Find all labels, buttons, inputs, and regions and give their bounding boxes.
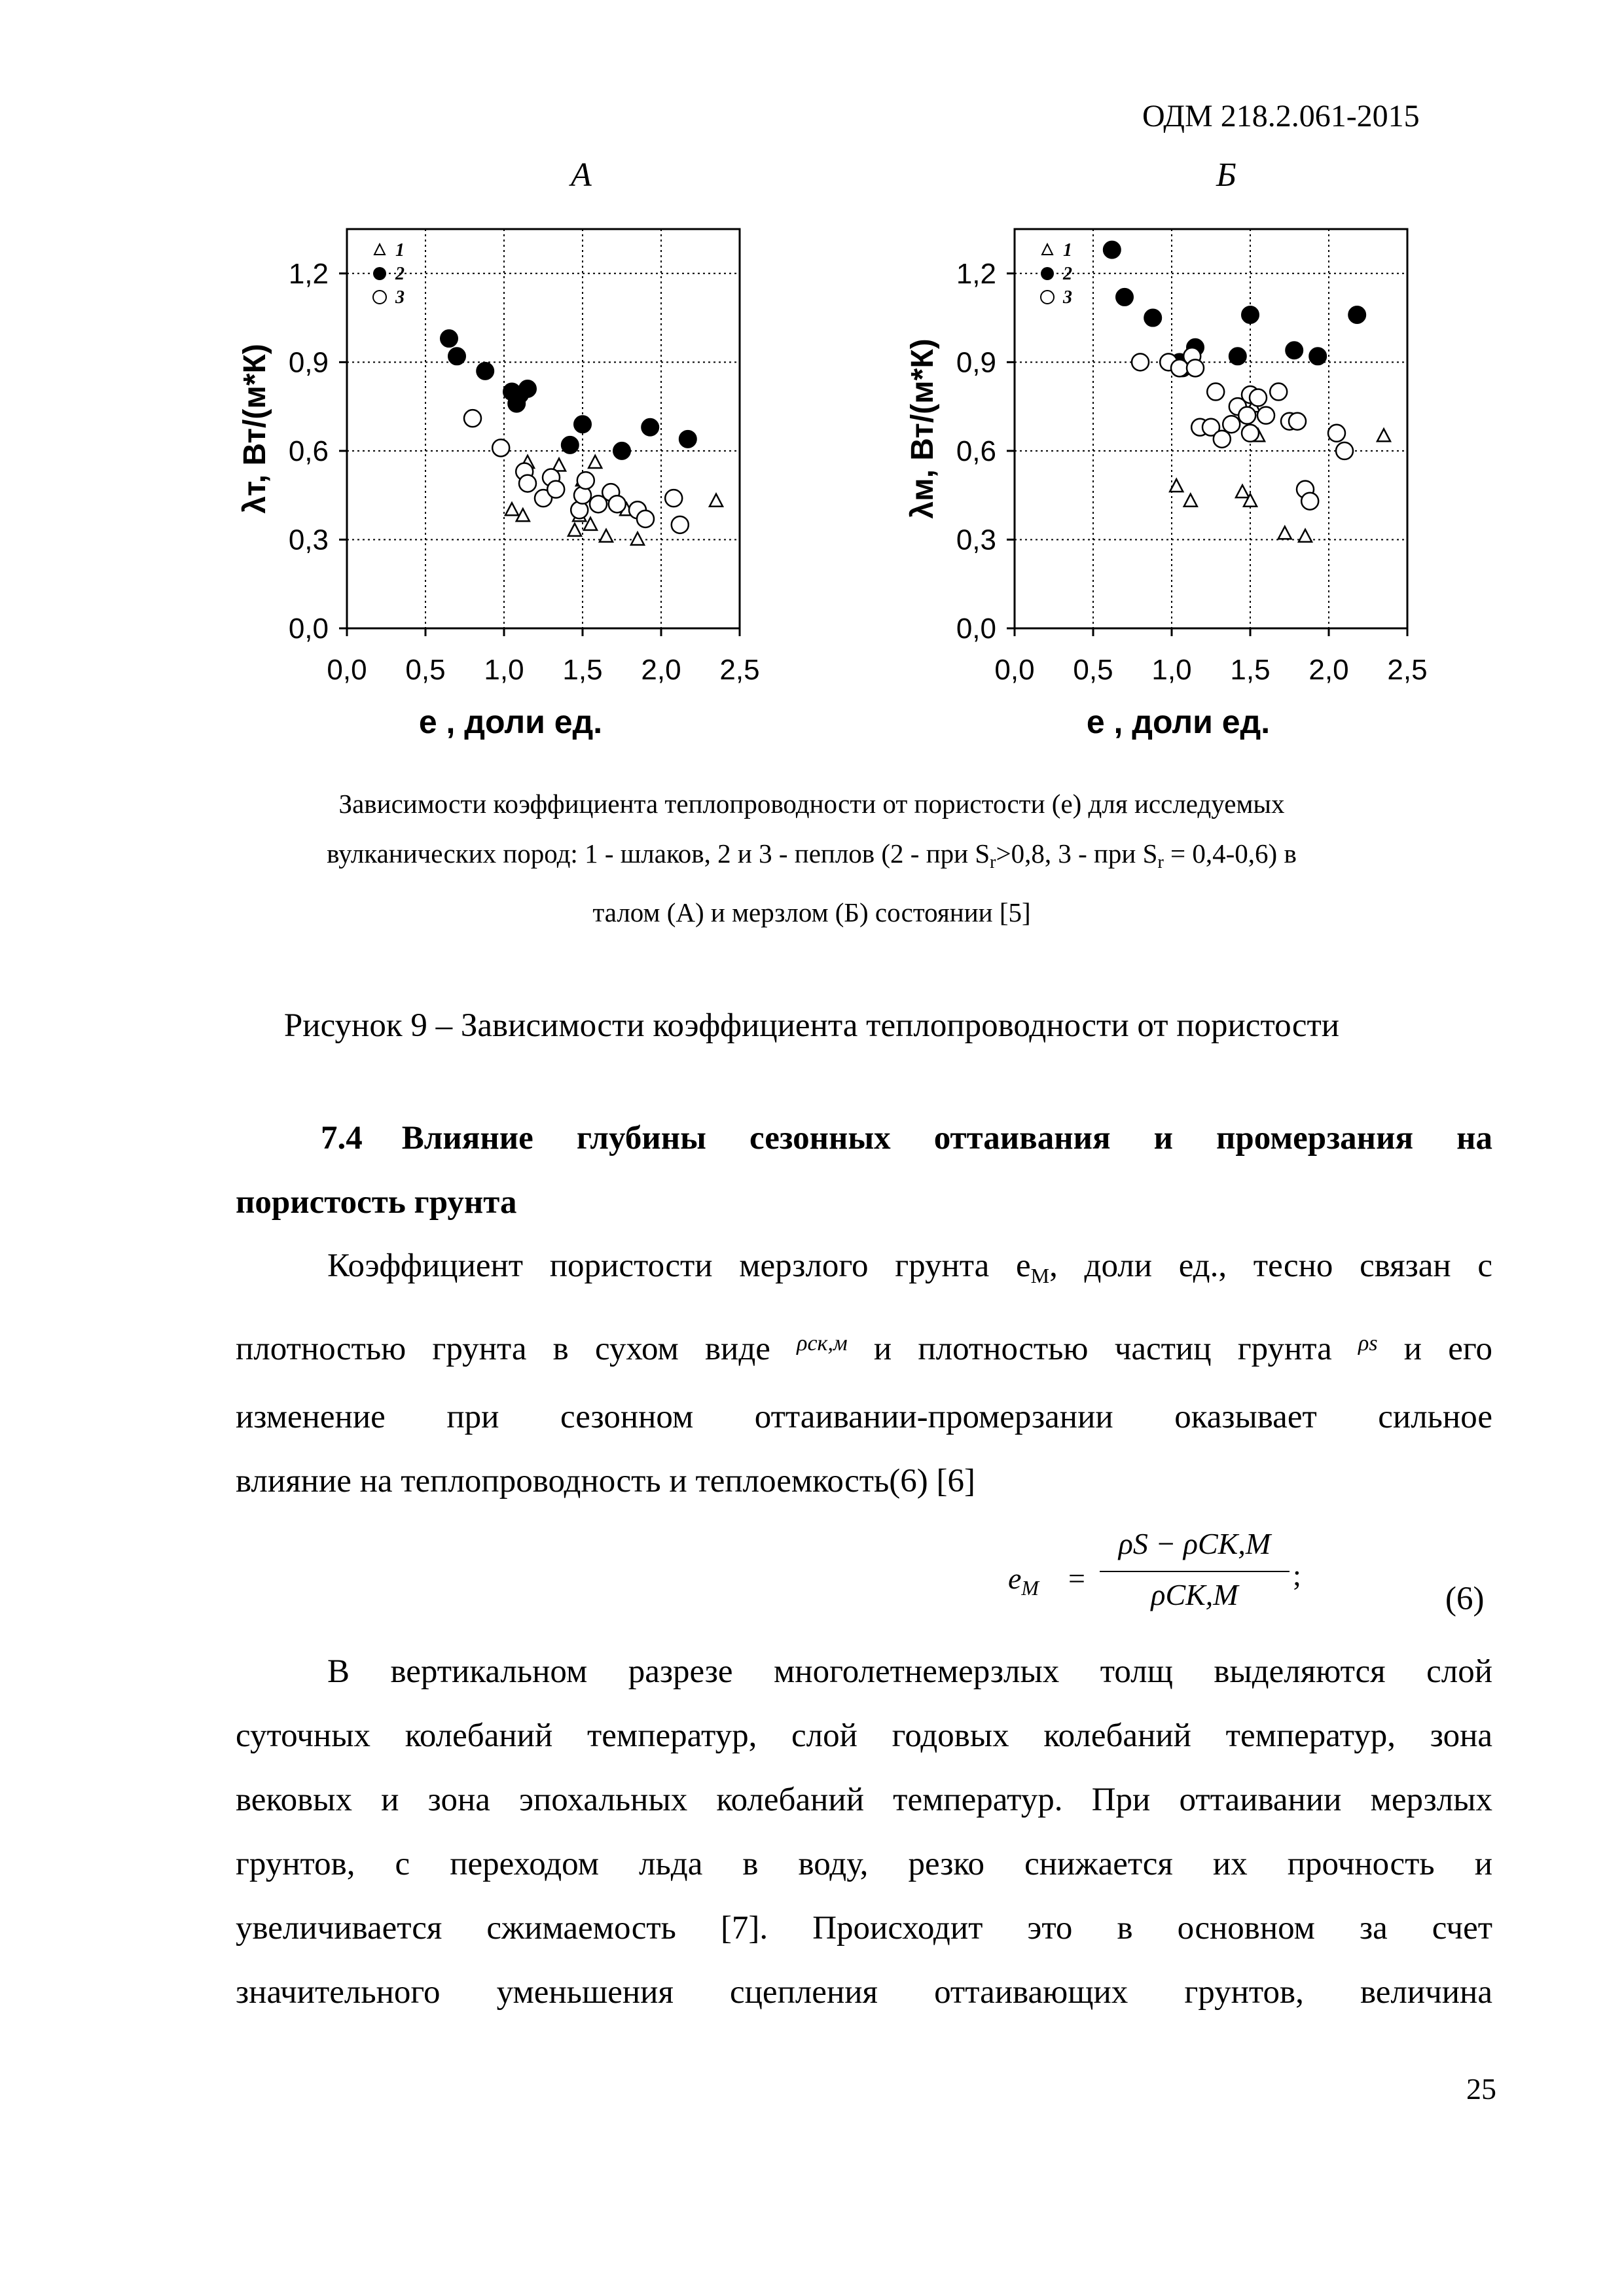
chart-a-point-series-3 [672,516,689,533]
chart-b-x-tick-label: 2,5 [1387,654,1428,686]
chart-b-svg [890,216,1532,753]
chart-b-point-series-2 [1104,242,1121,259]
chart-b-point-series-3 [1289,413,1306,430]
paragraph-line [236,1308,1492,1385]
chart-b-point-series-2 [1144,310,1161,327]
chart-b-legend-label: 1 [1063,240,1072,260]
chart-b-point-series-2 [1116,289,1133,306]
page-number: 25 [1466,2072,1496,2106]
chart-a-point-series-3 [547,481,564,498]
chart-a-plot-frame [347,229,740,628]
chart-a-point-series-2 [679,431,696,448]
panel-label-a: А [571,156,592,194]
chart-b-y-tick-label: 0,9 [956,346,996,379]
chart-b-point-series-1 [1299,529,1312,542]
chart-b-point-series-2 [1242,306,1259,323]
paragraph-line: вековых и зона эпохальных колебаний температур. При оттаивании мерзлых [236,1782,1492,1818]
chart-a-x-tick-label: 1,0 [484,654,524,686]
chart-a-legend-marker [373,291,386,304]
section-title-line-1: Влияние глубины сезонных оттаивания и промерзания на [401,1120,1492,1157]
chart-a-point-series-1 [505,503,518,515]
chart-a-y-tick-label: 1,2 [288,257,329,290]
chart-a-point-series-2 [448,348,465,365]
paragraph-line: суточных колебаний температур, слой годовых колебаний температур, зона [236,1717,1492,1754]
chart-a-y-axis-label: λт, Вт/(м*К) [238,344,272,514]
section-title-line-2: пористость грунта [236,1184,517,1221]
section-heading-line-1 [236,1106,1492,1170]
chart-b-x-tick-label: 1,5 [1230,654,1271,686]
chart-a-point-series-2 [574,416,591,433]
chart-b-point-series-3 [1336,442,1353,459]
paragraph-line: значительного уменьшения сцепления оттаивающих грунтов, величина [236,1974,1492,2011]
chart-b-y-tick-label: 0,0 [956,613,996,645]
chart-a [223,216,864,756]
chart-a-point-series-3 [492,439,509,456]
chart-b-point-series-3 [1301,493,1318,510]
chart-a-point-series-2 [562,437,579,454]
chart-b-legend-label: 2 [1063,264,1072,284]
chart-b-y-axis-label: λм, Вт/(м*К) [905,338,940,519]
chart-b-point-series-3 [1328,425,1345,442]
chart-b-point-series-1 [1236,485,1249,497]
chart-b-legend-marker [1041,291,1054,304]
caption-line-3: талом (А) и мерзлом (Б) состоянии [5] [592,897,1031,927]
chart-a-y-tick-label: 0,9 [288,346,329,379]
chart-b-y-tick-label: 1,2 [956,257,996,290]
figure-title: Рисунок 9 – Зависимости коэффициента теплопроводности от пористости [283,1007,1340,1044]
formula-lhs-var: e [1008,1562,1022,1595]
chart-b-x-axis-label: e , доли ед. [1086,704,1271,740]
chart-a-point-series-2 [613,442,630,459]
chart-a-point-series-3 [464,410,481,427]
chart-b-point-series-2 [1348,306,1365,323]
chart-a-svg [223,216,864,753]
chart-a-x-tick-label: 2,5 [719,654,760,686]
chart-a-point-series-2 [519,380,536,397]
formula-6 [1008,1525,1309,1623]
text-part: и плотностью частиц грунта [873,1331,1332,1367]
chart-a-point-series-2 [477,363,494,380]
chart-a-point-series-1 [631,532,644,545]
formula-denominator: ρCK,M [1151,1578,1238,1611]
chart-a-x-tick-label: 0,0 [327,654,367,686]
chart-a-legend-label: 2 [395,264,405,284]
paragraph-line: изменение при сезонном оттаивании-промерзании оказывает сильное [236,1399,1492,1435]
formula-number: (6) [1445,1581,1485,1617]
chart-b-legend-label: 3 [1063,287,1072,308]
chart-a-legend-marker [374,244,385,255]
caption-line-1: Зависимости коэффициента теплопроводности от пористости (е) для исследуемых [338,789,1285,819]
document-code: ОДМ 218.2.061-2015 [1142,99,1420,134]
figure-caption [223,779,1401,937]
chart-a-point-series-3 [637,511,654,528]
chart-a-x-axis-label: e , доли ед. [418,704,603,740]
text-part: , доли ед., тесно связан с [1049,1247,1492,1284]
chart-a-point-series-1 [568,524,581,536]
chart-b-y-tick-label: 0,3 [956,524,996,556]
chart-b-point-series-1 [1278,526,1291,539]
chart-a-legend-label: 1 [395,240,405,260]
chart-b-point-series-3 [1257,407,1274,424]
formula-equals: = [1068,1562,1085,1595]
chart-b-x-tick-label: 2,0 [1308,654,1349,686]
chart-b-point-series-2 [1286,342,1303,359]
chart-a-legend-label: 3 [395,287,405,308]
chart-b-point-series-1 [1377,429,1390,441]
chart-b-point-series-3 [1214,431,1231,448]
chart-a-point-series-3 [519,475,536,492]
chart-a-point-series-2 [441,330,458,347]
paragraph-line [236,1234,1492,1308]
caption-subscript: r [990,852,996,872]
chart-b-x-tick-label: 0,5 [1073,654,1113,686]
chart-b-point-series-2 [1309,348,1326,365]
section-heading [236,1106,1492,1234]
chart-b-point-series-1 [1184,494,1197,507]
chart-b-x-tick-label: 1,0 [1151,654,1192,686]
formula-end: ; [1293,1558,1301,1592]
caption-line-2-part: = 0,4-0,6) в [1163,838,1297,869]
chart-a-legend-marker [373,267,386,280]
chart-a-point-series-1 [588,456,602,468]
caption-line-2-part: вулканических пород: 1 - шлаков, 2 и 3 - пеплов (2 - при S [327,838,990,869]
chart-a-y-tick-label: 0,6 [288,435,329,467]
chart-b-point-series-3 [1250,389,1267,406]
panel-label-b: Б [1216,156,1236,194]
formula-fraction-bar [1100,1571,1290,1572]
chart-a-point-series-1 [600,529,613,542]
chart-a-point-series-3 [609,495,626,512]
paragraph-line: грунтов, с переходом льда в воду, резко снижается их прочность и [236,1846,1492,1882]
chart-b-point-series-3 [1270,384,1287,401]
chart-a-point-series-2 [641,419,659,436]
chart-b-point-series-3 [1132,353,1149,370]
chart-b-x-tick-label: 0,0 [994,654,1035,686]
subscript: М [1030,1264,1050,1287]
formula-lhs [1008,1561,1039,1600]
caption-line-2 [223,829,1401,888]
chart-a-point-series-3 [665,490,682,507]
chart-a-x-tick-label: 0,5 [405,654,446,686]
text-part: Коэффициент пористости мерзлого грунта е [327,1247,1031,1284]
chart-a-y-tick-label: 0,3 [288,524,329,556]
chart-b [890,216,1532,756]
chart-a-x-tick-label: 1,5 [562,654,603,686]
text-part: плотностью грунта в сухом виде [236,1331,770,1367]
chart-b-point-series-3 [1242,425,1259,442]
chart-a-x-tick-label: 2,0 [641,654,681,686]
chart-b-point-series-3 [1207,384,1224,401]
chart-a-y-tick-label: 0,0 [288,613,329,645]
chart-b-point-series-3 [1238,407,1255,424]
chart-a-point-series-3 [577,472,594,489]
chart-b-point-series-3 [1223,416,1240,433]
paragraph-line: влияние на теплопроводность и теплоемкость(6) [6] [236,1463,975,1499]
chart-b-point-series-3 [1187,359,1204,376]
formula-numerator: ρS − ρCK,M [1118,1527,1271,1560]
symbol-rho-s: ρs [1358,1331,1378,1355]
caption-subscript: r [1157,852,1164,872]
chart-b-point-series-2 [1229,348,1246,365]
chart-a-point-series-1 [710,494,723,507]
chart-b-legend-marker [1042,244,1053,255]
paragraph-2 [236,1640,1492,2024]
caption-line-2-part: >0,8, 3 - при S [996,838,1158,869]
paragraph-1 [236,1234,1492,1513]
chart-b-legend-marker [1041,267,1054,280]
text-part: и его [1403,1331,1493,1367]
chart-b-y-tick-label: 0,6 [956,435,996,467]
paragraph-line: увеличивается сжимаемость [7]. Происходит это в основном за счет [236,1910,1492,1946]
symbol-rho-sk-m: ρск,м [797,1331,848,1355]
paragraph-line: В вертикальном разрезе многолетнемерзлых толщ выделяются слой [327,1653,1492,1690]
section-number: 7.4 [321,1120,363,1157]
formula-lhs-sub: M [1021,1576,1039,1600]
